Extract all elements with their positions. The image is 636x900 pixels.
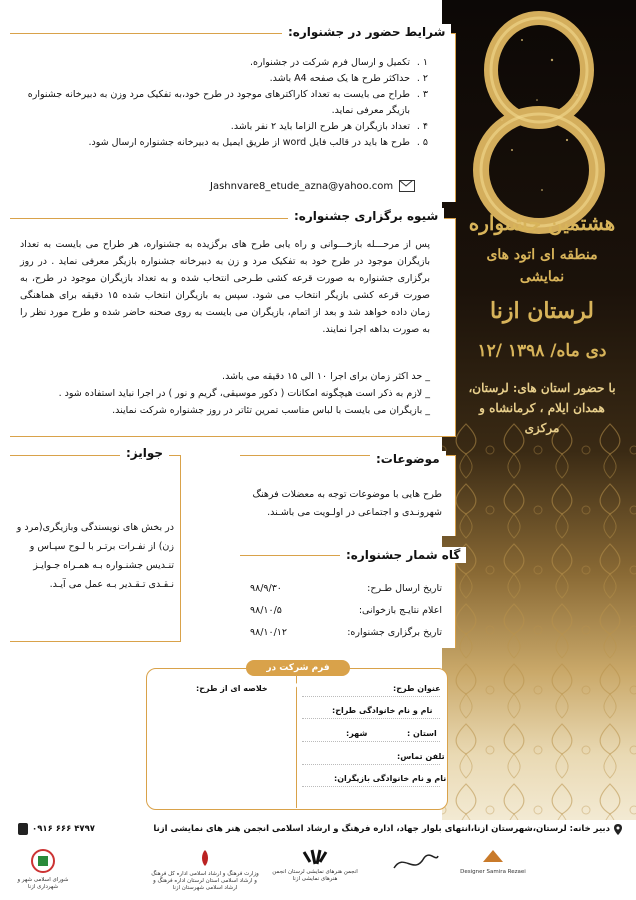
calligraphy-icon xyxy=(390,848,440,878)
envelope-icon xyxy=(399,180,415,192)
designer-name-input[interactable] xyxy=(302,718,440,719)
calendar-row: تاریخ ارسال طـرح: ۹۸/۹/۳۰ xyxy=(250,583,442,594)
method-title: شیوه برگزاری جشنواره: xyxy=(288,208,444,224)
actors-label: نام و نام خانوادگی بازیگران: xyxy=(334,774,447,783)
conditions-title: شرایط حضور در جشنواره: xyxy=(282,24,451,40)
calendar-row: اعلام نتایـج بازخوانی: ۹۸/۱۰/۵ xyxy=(250,605,442,616)
actors-input[interactable] xyxy=(302,786,440,787)
condition-item: ۵ . طرح ها باید در قالب فایل word از طریق ایمیل به دبیرخانه جشنواره ارسال شود. xyxy=(88,137,428,148)
email-address[interactable]: Jashnvare8_etude_azna@yahoo.com xyxy=(210,180,394,192)
festival-line3: لرستان ازنا xyxy=(490,298,594,324)
designer-icon xyxy=(481,848,505,866)
design-title-input[interactable] xyxy=(302,696,440,697)
council-emblem-icon xyxy=(28,848,58,874)
form-title: فرم شرکت در جشنواره xyxy=(246,660,350,676)
festival-line1: هشتمین جشنواره xyxy=(468,211,616,235)
footer-address: دبیر خانه: لرستان،شهرستان ازنا،انتهای بلوار جهاد، اداره فرهنگ و ارشاد اسلامی انجمن هنر های نمایشی ازنا xyxy=(153,824,610,834)
condition-item: ۳ . طراح می بایست به تعداد کاراکترهای موجود در طرح خود،به تفکیک مرد وزن به دبیرخانه جشنواره بازیگر معرفی نماید. xyxy=(27,89,428,116)
email-row xyxy=(210,180,415,192)
festival-provinces: با حضور استان های: لرستان، همدان ایلام ، کرمانشاه و مرکزی xyxy=(468,381,616,435)
topics-text: طرح هایی با موضوعات توجه به معضلات فرهنگ شهرونـدی و اجتماعی در اولـویت می باشـند. xyxy=(252,489,442,518)
prizes-text: در بخش های نویسندگی وبازیگری(مرد و زن) از نفـرات برتـر با لـوح سپـاس و تنـدیس جشنـواره بـه همـراه جـوایـز نـقـدی تـقـدیر بـه عمل می آیـد. xyxy=(16,522,174,590)
summary-label: خلاصه ای از طرح: xyxy=(196,684,268,693)
designer-name-label: نام و نام خانوادگی طراح: xyxy=(332,706,433,715)
ministry-logo: وزارت فرهنگ و ارشاد اسلامی اداره کل فرهنگ و ارشاد اسلامی استان لرستان اداره فرهنگ و ارشاد اسلامی شهرستان ازنا xyxy=(150,848,260,892)
festival-line2: منطقه ای اتود های نمایشی xyxy=(486,247,598,285)
designer-logo: Designer Samira Rezaei xyxy=(458,848,528,876)
province-label: استان : xyxy=(407,729,437,738)
condition-item: ۴ . تعداد بازیگران هر طرح الزاما باید ۲ نفر باشد. xyxy=(230,121,428,132)
method-paragraph: پس از مرحـــله بازخـــوانی و راه یابی طرح های برگزیده به جشنواره، هر طراح می بایست به تعداد بازیگران موجود در طرح خود به تفکیک مرد و زن به دبیرخانه جشنواره بازیگر معرفی نماید . در روز برگزاری جشنواره به صورت قرعه کشی طـرحی انتخاب شده و به تعداد بازیگران موجود در طرح، به صورت قرعه کشی بازیگر انتخاب می شود. سپس به بازیگران انتخاب شده ۱۵ دقیقه برای هماهنگی زمان داده خواهد شد و بعد از اتمام، بازیگران می بایست به روی صحنه حاضر شده و طرح مورد نظر را به صورت بداهه اجرا نمایند. xyxy=(20,239,430,335)
summary-input[interactable] xyxy=(152,700,290,800)
province-input[interactable] xyxy=(302,741,440,742)
phone-icon xyxy=(18,823,28,835)
phone-input[interactable] xyxy=(302,764,440,765)
calligraphy-logo xyxy=(385,848,445,881)
conditions-list xyxy=(20,55,428,151)
iran-emblem-icon xyxy=(195,848,215,868)
festival-date: ۱۲/ دی ماه/ ۱۳۹۸ xyxy=(477,341,607,361)
footer-address-bar xyxy=(0,820,636,842)
method-note: _ حد اکثر زمان برای اجرا ۱۰ الی ۱۵ دقیقه می باشد. xyxy=(222,371,430,382)
phone-label: تلفن تماس: xyxy=(397,752,445,761)
footer-phone[interactable]: ۰۹۱۶ ۶۶۶ ۴۷۹۷ xyxy=(32,824,95,834)
calendar-title: گاه شمار جشنواره: xyxy=(340,547,466,563)
theatre-association-icon xyxy=(302,848,328,866)
method-notes xyxy=(20,368,430,419)
design-title-label: عنوان طرح: xyxy=(393,684,441,693)
festival-title-block xyxy=(462,210,622,438)
method-note: _ لازم به ذکر است هیچگونه امکانات ( دکور موسیقی، گریم و نور ) در اجرا نباید استفاده شود . xyxy=(58,388,430,399)
condition-item: ۲ . حداکثر طرح ها یک صفحه A4 باشد. xyxy=(269,73,428,84)
method-note: _ بازیگران می بایست با لباس مناسب تمرین تئاتر در روز جشنواره شرکت نمایند. xyxy=(112,405,430,416)
calendar-rows xyxy=(250,578,442,644)
location-icon xyxy=(614,824,622,834)
city-label: شهر: xyxy=(346,729,368,738)
topics-title: موضوعات: xyxy=(370,451,446,467)
golden-eight-emblem xyxy=(481,18,597,226)
council-logo: شورای اسلامی شهر و شهرداری ازنا xyxy=(8,848,78,891)
condition-item: ۱ . تکمیل و ارسال فرم شرکت در جشنواره. xyxy=(249,57,428,68)
calendar-row: تاریخ برگزاری جشنواره: ۹۸/۱۰/۱۲ xyxy=(250,627,442,638)
association-logo: انجمن هنرهای نمایشی لرستان انجمن هنرهای نمایشی ازنا xyxy=(270,848,360,883)
prizes-title: جوایز: xyxy=(120,445,169,461)
